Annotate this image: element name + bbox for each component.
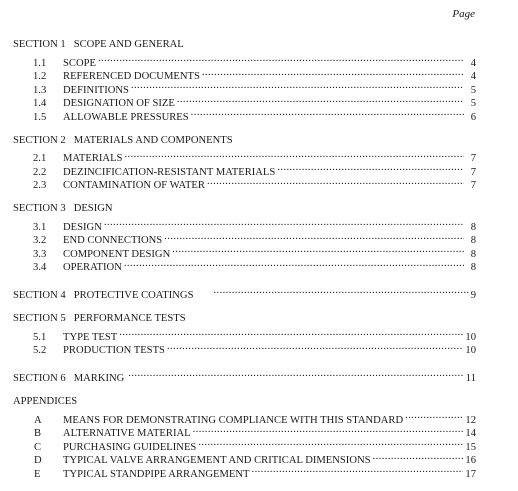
- entry-page: 4: [470, 71, 476, 82]
- entry-title: MATERIALS: [63, 153, 123, 164]
- appendix-letter: A: [34, 414, 42, 426]
- entry-page: 11: [465, 373, 476, 384]
- dot-leader: [373, 450, 464, 464]
- entry-title: COMPONENT DESIGN: [63, 248, 171, 260]
- section-number: SECTION 6: [13, 373, 66, 384]
- dot-leader: [172, 243, 464, 257]
- entry-page: 9: [470, 290, 476, 301]
- entry-title: TYPICAL VALVE ARRANGEMENT AND CRITICAL DIMENSIONS: [63, 455, 371, 466]
- toc-entry[interactable]: [13, 148, 476, 162]
- appendix-letter: E: [34, 468, 41, 480]
- dot-leader: [98, 52, 464, 66]
- entry-page: 12: [465, 414, 476, 426]
- entry-page: 5: [470, 84, 476, 96]
- entry-number: 5.1: [33, 331, 47, 343]
- section-number: SECTION 2: [13, 134, 66, 146]
- section-heading: [13, 202, 476, 216]
- section-heading: [13, 134, 476, 148]
- entry-number: 3.2: [33, 235, 47, 246]
- section-title: MARKING: [73, 373, 125, 384]
- dot-leader: [277, 161, 464, 175]
- entry-title: DESIGNATION OF SIZE: [63, 98, 175, 109]
- entry-page: 7: [470, 153, 476, 164]
- dot-leader: [191, 106, 464, 120]
- dot-leader: [198, 436, 463, 450]
- dot-leader: [193, 423, 464, 437]
- entry-page: 6: [470, 111, 476, 123]
- entry-page: 7: [470, 180, 476, 191]
- section-4: [13, 284, 476, 301]
- entry-number: 2.1: [33, 153, 47, 164]
- entry-page: 8: [470, 262, 476, 273]
- section-title: DESIGN: [73, 203, 113, 214]
- entry-number: 1.5: [33, 111, 47, 123]
- appendices: [13, 395, 476, 480]
- section-3: [13, 202, 476, 273]
- dot-leader: [124, 148, 464, 162]
- section-number: SECTION 3: [13, 203, 66, 214]
- section-6: [13, 367, 476, 384]
- entry-number: 3.4: [33, 262, 47, 273]
- section-number: SECTION 1: [13, 39, 66, 50]
- entry-number: 2.3: [33, 180, 47, 191]
- entry-title: DEZINCIFICATION-RESISTANT MATERIALS: [63, 166, 276, 178]
- dot-leader: [128, 367, 463, 381]
- section-2: [13, 134, 476, 189]
- entry-number: 3.1: [33, 221, 47, 233]
- dot-leader: [202, 66, 464, 80]
- entry-number: 3.3: [33, 248, 47, 260]
- entry-title: PRODUCTION TESTS: [63, 345, 165, 356]
- entry-page: 4: [470, 57, 476, 69]
- section-title: SCOPE AND GENERAL: [73, 39, 184, 50]
- dot-leader: [213, 284, 468, 298]
- section-title: PROTECTIVE COATINGS: [73, 290, 194, 301]
- entry-page: 7: [470, 166, 476, 178]
- dot-leader: [252, 463, 464, 477]
- entry-page: 5: [470, 98, 476, 109]
- dot-leader: [124, 257, 464, 271]
- entry-number: 1.2: [33, 71, 47, 82]
- entry-page: 17: [465, 468, 476, 480]
- section-number: SECTION 5: [13, 313, 66, 324]
- appendix-letter: C: [34, 441, 42, 453]
- dot-leader: [131, 79, 464, 93]
- entry-title: CONTAMINATION OF WATER: [63, 180, 205, 191]
- entry-page: 14: [465, 428, 476, 439]
- dot-leader: [104, 216, 464, 230]
- dot-leader: [167, 340, 463, 354]
- entry-page: 15: [465, 441, 476, 453]
- toc-entry[interactable]: [13, 284, 476, 301]
- entry-title: PURCHASING GUIDELINES: [63, 441, 197, 453]
- entry-title: SCOPE: [63, 57, 96, 69]
- appendix-letter: D: [34, 455, 42, 466]
- entry-page: 8: [470, 235, 476, 246]
- entry-title: TYPICAL STANDPIPE ARRANGEMENT: [63, 468, 250, 480]
- section-heading: [13, 38, 476, 52]
- entry-number: 1.3: [33, 84, 47, 96]
- entry-number: 1.4: [33, 98, 47, 109]
- dot-leader: [164, 230, 464, 244]
- entry-title: TYPE TEST: [63, 331, 118, 343]
- table-of-contents: [13, 38, 476, 491]
- entry-number: 1.1: [33, 57, 47, 69]
- entry-title: MEANS FOR DEMONSTRATING COMPLIANCE WITH THIS STANDARD: [63, 414, 404, 426]
- entry-title: REFERENCED DOCUMENTS: [63, 71, 200, 82]
- entry-title: DESIGN: [63, 221, 102, 233]
- entry-title: ALLOWABLE PRESSURES: [63, 111, 189, 123]
- entry-page: 10: [465, 331, 476, 343]
- entry-page: 8: [470, 248, 476, 260]
- section-number: SECTION 4: [13, 290, 66, 301]
- entry-page: 8: [470, 221, 476, 233]
- appendices-heading: APPENDICES: [13, 396, 78, 407]
- entry-title: OPERATION: [63, 262, 122, 273]
- entry-title: DEFINITIONS: [63, 84, 129, 96]
- section-heading: [13, 312, 476, 326]
- dot-leader: [207, 175, 464, 189]
- dot-leader: [405, 409, 463, 423]
- page-column-label: Page: [452, 8, 475, 20]
- toc-entry[interactable]: [13, 409, 476, 426]
- dot-leader: [119, 326, 463, 340]
- entry-number: 2.2: [33, 166, 47, 178]
- entry-page: 10: [465, 345, 476, 356]
- section-1: [13, 38, 476, 123]
- entry-page: 16: [465, 455, 476, 466]
- appendix-letter: B: [34, 428, 42, 439]
- section-title: PERFORMANCE TESTS: [73, 313, 186, 324]
- toc-entry[interactable]: [13, 216, 476, 233]
- dot-leader: [177, 93, 464, 107]
- toc-entry[interactable]: [13, 326, 476, 343]
- entry-title: END CONNECTIONS: [63, 235, 163, 246]
- section-5: [13, 312, 476, 356]
- toc-entry[interactable]: [13, 52, 476, 69]
- toc-entry[interactable]: [13, 367, 476, 384]
- section-title: MATERIALS AND COMPONENTS: [73, 134, 233, 146]
- entry-title: ALTERNATIVE MATERIAL: [63, 428, 191, 439]
- entry-number: 5.2: [33, 345, 47, 356]
